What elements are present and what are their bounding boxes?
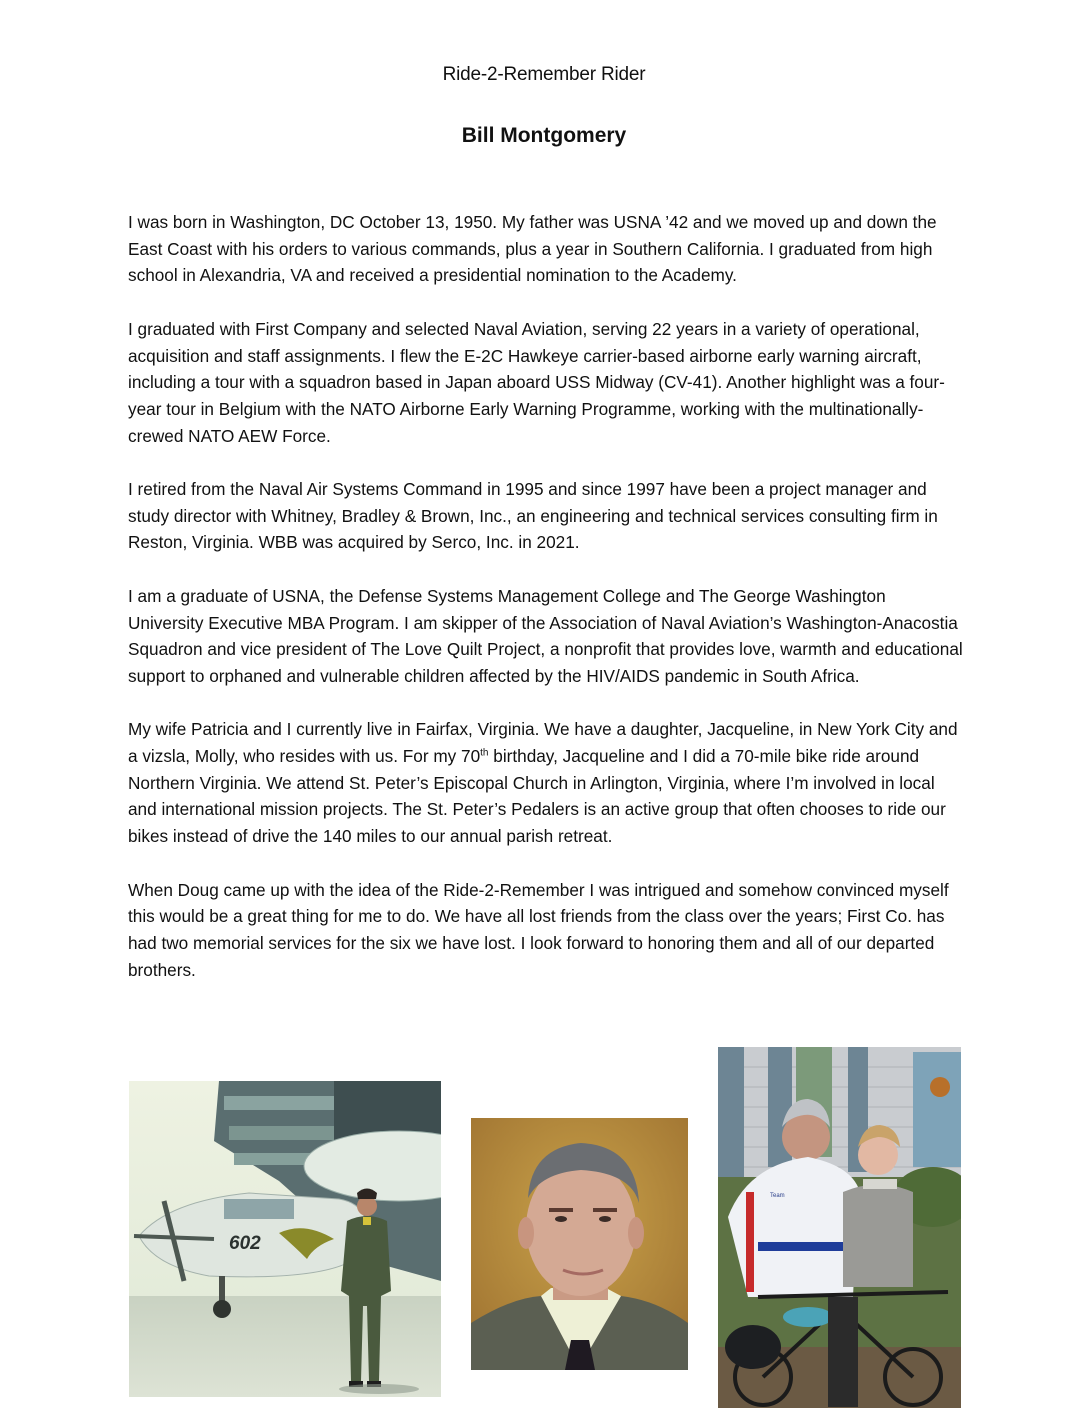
paragraph-family	[128, 716, 964, 850]
bikes-photo-image	[718, 1047, 961, 1408]
paragraph-education: I am a graduate of USNA, the Defense Systems Management College and The George Washington University Executive MBA Program. I am skipper of the Association of Naval Aviation’s Washington-Anacostia Squadron and vice president of The Love Quilt Project, a nonprofit that provides love, warmth and educational support to orphaned and vulnerable children affected by the HIV/AIDS pandemic in South Africa.	[128, 585, 963, 686]
paragraph-early-life: I was born in Washington, DC October 13, 1950. My father was USNA ’42 and we moved up and down the East Coast with his orders to various commands, plus a year in Southern California. I graduated from high school in Alexandria, VA and received a presidential nomination to the Academy.	[128, 212, 937, 286]
family-text-start: My wife Patricia and I currently live in Fairfax, Virginia. We have a daughter, Jacqueline, in New York City and a vizsla, Molly, who resides with us. For my 70	[128, 719, 958, 766]
paragraph-retirement: I retired from the Naval Air Systems Command in 1995 and since 1997 have been a project manager and study director with Whitney, Bradley & Brown, Inc., an engineering and technical services consulting firm in Reston, Virginia. WBB was acquired by Serco, Inc. in 2021.	[128, 479, 938, 553]
document-kicker: Ride-2-Remember Rider	[442, 64, 646, 85]
bikes-photo	[718, 1047, 961, 1408]
biography-body	[128, 209, 964, 983]
svg-text:602: 602	[229, 1233, 261, 1254]
family-text-end: birthday, Jacqueline and I did a 70-mile bike ride around Northern Virginia. We attend St. Peter’s Episcopal Church in Arlington, Virginia, where I’m involved in local and international mission projects. The St. Peter’s Pedalers is an active group that often chooses to ride our bikes instead of drive the 140 miles to our annual parish retreat.	[128, 746, 946, 847]
portrait-photo	[471, 1118, 688, 1370]
ordinal-superscript: th	[480, 747, 489, 759]
svg-text:Team: Team	[770, 1193, 785, 1199]
portrait-photo-image	[471, 1118, 688, 1370]
paragraph-ride-2-remember: When Doug came up with the idea of the Ride-2-Remember I was intrigued and somehow convinced myself this would be a great thing for me to do. We have all lost friends from the class over the years; First Co. has had two memorial services for the six we have lost. I look forward to honoring them and all of our departed brothers.	[128, 879, 949, 980]
aircraft-photo-image	[129, 1081, 441, 1397]
document-title: Bill Montgomery	[461, 124, 627, 147]
aircraft-photo	[129, 1081, 441, 1397]
paragraph-naval-career: I graduated with First Company and selected Naval Aviation, serving 22 years in a variety of operational, acquisition and staff assignments. I flew the E-2C Hawkeye carrier-based airborne early warning aircraft, including a tour with a squadron based in Japan aboard USS Midway (CV-41). Another highlight was a four-year tour in Belgium with the NATO Airborne Early Warning Programme, working with the multinationally-crewed NATO AEW Force.	[128, 318, 945, 446]
